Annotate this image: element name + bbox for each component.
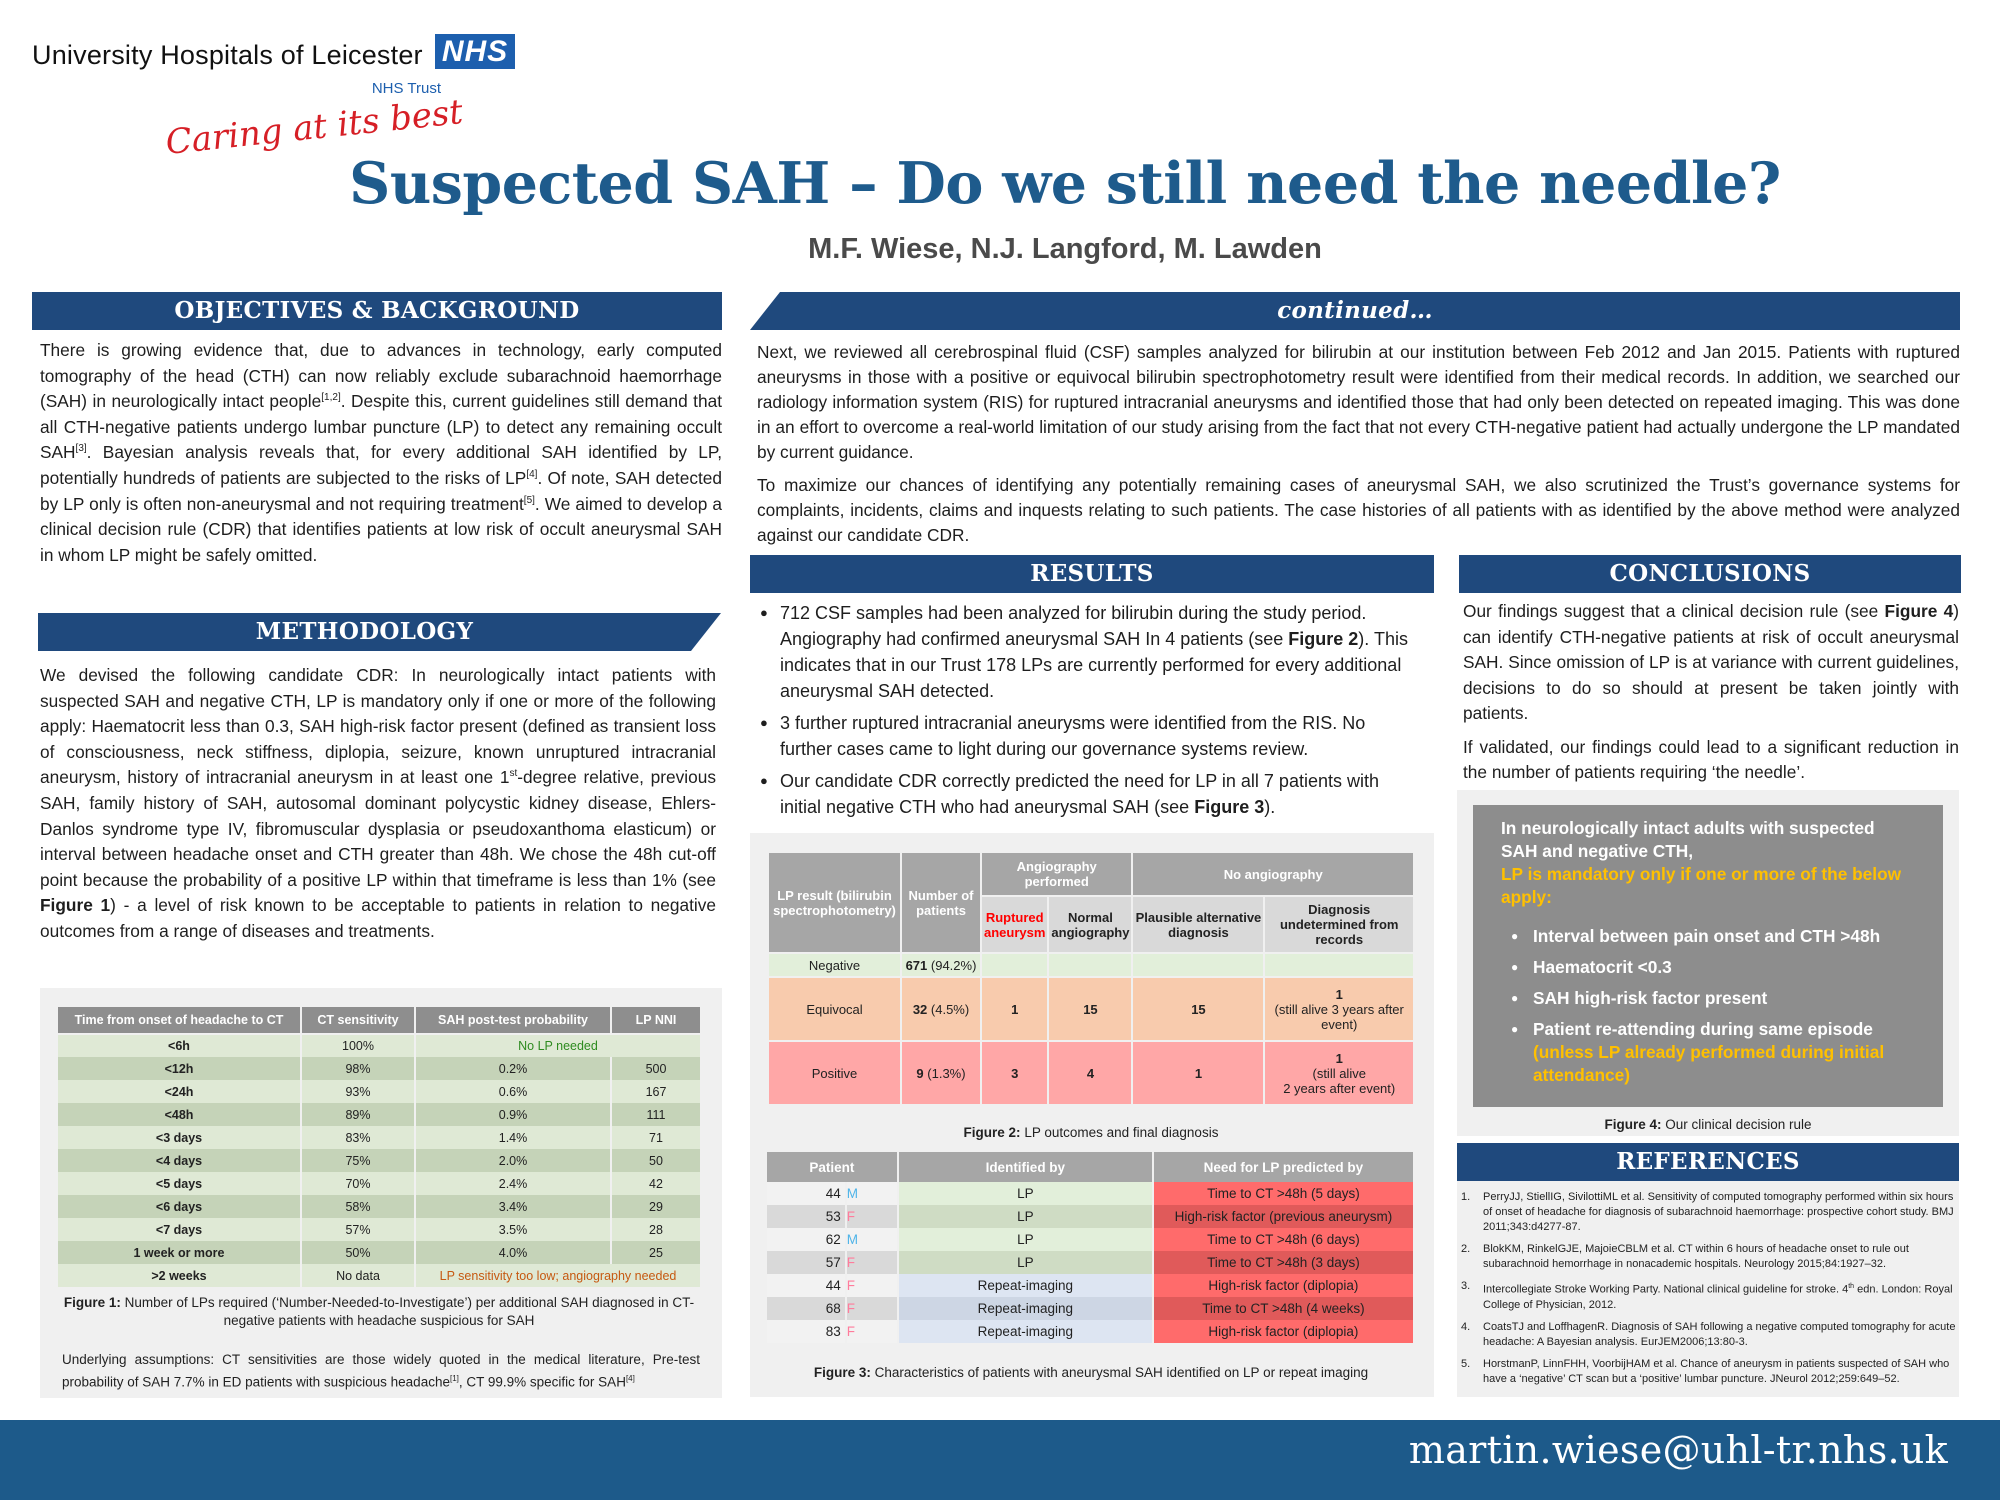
clinical-decision-rule-box: In neurologically intact adults with suspected SAH and negative CTH, LP is mandatory only if one or more of the below apply: ● Interval between pain onset and CTH >48h ● Haematocrit <0.3 ● SAH high-risk factor present ● Patient re-attending during same episode (unless LP already performed during initial attendance) [1473, 805, 1943, 1107]
table-header: Identified by [898, 1152, 1153, 1182]
list-item: ● 712 CSF samples had been analyzed for bilirubin during the study period. Angiography had confirmed aneurysmal SAH In 4 patients (see Figure 2). This indicates that in our Trust 178 LPs are currently performed for every additional aneurysmal SAH detected. [760, 600, 1414, 704]
table-row: 68 F Repeat-imaging Time to CT >48h (4 weeks) [767, 1297, 1414, 1320]
conclusions-text: Our findings suggest that a clinical decision rule (see Figure 4) can identify CTH-negative patients at risk of occult aneurysmal SAH. Since omission of LP is at variance with current guidelines, decisions to do so should at present be taken jointly with patients. If validated, our findings could lead to a significant reduction in the number of patients requiring ‘the needle’. [1463, 601, 1960, 782]
table-row: <7 days 57% 3.5% 28 [57, 1218, 701, 1241]
table-header: Plausible alternative diagnosis [1132, 896, 1264, 953]
figure3-caption: Figure 3: Characteristics of patients with aneurysmal SAH identified on LP or repeat imaging [813, 1365, 1369, 1380]
table-row: 83 F Repeat-imaging High-risk factor (diplopia) [767, 1320, 1414, 1343]
table-header: SAH post-test probability [415, 1006, 611, 1034]
figure2-caption: Figure 2: LP outcomes and final diagnosis [963, 1125, 1219, 1140]
list-item: ● Patient re-attending during same episode (unless LP already performed during initial attendance) [1511, 1018, 1915, 1087]
list-item: 3. Intercollegiate Stroke Working Party. National clinical guideline for stroke. 4th edn. London: Royal College of Physician, 2012. [1461, 1280, 1953, 1311]
table-row: 57 F LP Time to CT >48h (3 days) [767, 1251, 1414, 1274]
table-row: <48h 89% 0.9% 111 [57, 1103, 701, 1126]
table-row: Equivocal 32 (4.5%) 1 15 15 1 (still alive 3 years after event) [768, 977, 1414, 1041]
table-row: <5 days 70% 2.4% 42 [57, 1172, 701, 1195]
references-list [1461, 1190, 1961, 1394]
figure3-table [767, 1152, 1415, 1343]
table-row: <4 days 75% 2.0% 50 [57, 1149, 701, 1172]
table-row: 53 F LP High-risk factor (previous aneurysm) [767, 1205, 1414, 1228]
list-item: ● Our candidate CDR correctly predicted the need for LP in all 7 patients with initial negative CTH who had aneurysmal SAH (see Figure 3). [760, 768, 1414, 820]
nhs-trust-label: NHS Trust [371, 80, 441, 97]
cdr-criteria [1501, 925, 1915, 1087]
table-header: Diagnosis undetermined from records [1264, 896, 1414, 953]
list-item: 5. HorstmanP, LinnFHH, VoorbijHAM et al. Chance of aneurysm in patients suspected of SAH who have a ‘negative’ CT scan but a ‘positive’ lumbar puncture. JNeurol 2012;259:649–52. [1461, 1357, 1950, 1385]
table-row: 44 F Repeat-imaging High-risk factor (diplopia) [767, 1274, 1414, 1297]
figure1-assumptions: Underlying assumptions: CT sensitivities are those widely quoted in the medical literature, Pre-test probability of SAH 7.7% in ED patients with suspicious headache[1], CT 99.9% specific for SAH[4] [62, 1352, 700, 1390]
figure1-table [56, 1005, 702, 1287]
list-item: ● 3 further ruptured intracranial aneurysms were identified from the RIS. No further cases came to light during our governance systems review. [760, 710, 1414, 762]
figure1-caption: Figure 1: Number of LPs required (‘Number-Needed-to-Investigate’) per additional SAH diagnosed in CT-negative patients with headache suspicious for SAH [63, 1295, 695, 1328]
table-row: <6 days 58% 3.4% 29 [57, 1195, 701, 1218]
table-row: <24h 93% 0.6% 167 [57, 1080, 701, 1103]
results-header: RESULTS [750, 555, 1434, 593]
poster-authors: M.F. Wiese, N.J. Langford, M. Lawden [808, 233, 1322, 265]
table-header: Need for LP predicted by [1153, 1152, 1414, 1182]
list-item: ● Interval between pain onset and CTH >48h [1511, 925, 1915, 948]
table-header: LP result (bilirubin spectrophotometry) [768, 852, 901, 953]
table-header: Time from onset of headache to CT [57, 1006, 301, 1034]
references-header: REFERENCES [1457, 1143, 1959, 1181]
continued-header: continued… [1277, 297, 1433, 324]
table-row: <12h 98% 0.2% 500 [57, 1057, 701, 1080]
table-header: Ruptured aneurysm [981, 896, 1048, 953]
table-row: <6h 100% No LP needed [57, 1034, 701, 1057]
list-item: ● SAH high-risk factor present [1511, 987, 1915, 1010]
table-row: 44 M LP Time to CT >48h (5 days) [767, 1182, 1414, 1205]
table-header: No angiography [1132, 852, 1414, 896]
contact-email[interactable]: martin.wiese@uhl-tr.nhs.uk [1408, 1428, 1948, 1472]
methodology-text: We devised the following candidate CDR: In neurologically intact patients with suspected SAH and negative CTH, LP is mandatory only if one or more of the following apply: Haematocrit less than 0.3, SAH high-risk factor present (defined as transient loss of consciousness, neck stiffness, diplopia, seizure, known unruptured intracranial aneurysm, history of intracranial aneurysm in at least one 1st-degree relative, previous SAH, family history of SAH, autosomal dominant polycystic kidney disease, Ehlers-Danlos syndrome type IV, fibromuscular dysplasia or pseudoxanthoma elasticum) or interval between headache onset and CTH greater than 48h. We chose the 48h cut-off point because the probability of a positive LP within that timeframe is less than 1% (see Figure 1) - a level of risk known to be acceptable to patients in relation to negative outcomes from a range of diseases and treatments. [40, 665, 717, 941]
table-row: 1 week or more 50% 4.0% 25 [57, 1241, 701, 1264]
list-item: ● Haematocrit <0.3 [1511, 956, 1915, 979]
poster-title: Suspected SAH – Do we still need the needle? [349, 150, 1781, 217]
list-item: 2. BlokKM, RinkelGJE, MajoieCBLM et al. CT within 6 hours of headache onset to rule out subarachnoid hemorrhage in nonacademic hospitals. Neurology 2015;84:1927–32. [1461, 1243, 1909, 1270]
table-row: 62 M LP Time to CT >48h (6 days) [767, 1228, 1414, 1251]
nhs-logo: NHS [435, 34, 515, 69]
table-row: <3 days 83% 1.4% 71 [57, 1126, 701, 1149]
table-row: Positive 9 (1.3%) 3 4 1 1 (still alive 2 years after event) [768, 1041, 1414, 1105]
slogan: Caring at its best [163, 92, 465, 163]
table-row: Negative 671 (94.2%) [768, 953, 1414, 977]
table-header: Number of patients [901, 852, 981, 953]
results-list [760, 600, 1414, 826]
table-header: Normal angiography [1048, 896, 1132, 953]
figure2-table [767, 851, 1415, 1106]
list-item: 4. CoatsTJ and LoffhagenR. Diagnosis of SAH following a negative computed tomography for acute headache: A Bayesian analysis. EurJEM2006;13:80-3. [1461, 1320, 1956, 1348]
table-header: Patient [767, 1152, 898, 1182]
conclusions-header: CONCLUSIONS [1459, 555, 1961, 593]
methodology-header: METHODOLOGY [255, 618, 474, 645]
objectives-text: There is growing evidence that, due to advances in technology, early computed tomography of the head (CTH) can now reliably exclude subarachnoid haemorrhage (SAH) in neurologically intact people[1,2]. Despite this, current guidelines still demand that all CTH-negative patients undergo lumbar puncture (LP) to detect any remaining occult SAH[3]. Bayesian analysis reveals that, for every additional SAH identified by LP, potentially hundreds of patients are subjected to the risks of LP[4]. Of note, SAH detected by LP only is often non-aneurysmal and not requiring treatment[5]. We aimed to develop a clinical decision rule (CDR) that identifies patients at low risk of occult aneurysmal SAH in whom LP might be safely omitted. [40, 340, 723, 565]
figure4-caption: Figure 4: Our clinical decision rule [1604, 1117, 1812, 1132]
list-item: 1. PerryJJ, StiellIG, SivilottiML et al. Sensitivity of computed tomography performed within six hours of onset of headache for diagnosis of subarachnoid haemorrhage: prospective cohort study. BMJ 2011;343:d4277-87. [1461, 1191, 1954, 1233]
org-name: University Hospitals of Leicester [32, 40, 423, 70]
table-header: CT sensitivity [301, 1006, 415, 1034]
objectives-header: OBJECTIVES & BACKGROUND [32, 292, 722, 330]
continued-text: Next, we reviewed all cerebrospinal fluid (CSF) samples analyzed for bilirubin at our institution between Feb 2012 and Jan 2015. Patients with ruptured aneurysms in those with a positive or equivocal bilirubin spectrophotometry result were identified from their medical records. In addition, we searched our radiology information system (RIS) for ruptured intracranial aneurysms and identified those that had only been detected on repeated imaging. This was done in an effort to overcome a real-world limitation of our study arising from the fact that not every CTH-negative patient had actually undergone the LP mandated by current guidance. To maximize our chances of identifying any potentially remaining cases of aneurysmal SAH, we also scrutinized the Trust’s governance systems for complaints, incidents, claims and inquests relating to such patients. The case histories of all patients with as identified by the above method were analyzed against our candidate CDR. [757, 342, 1960, 545]
table-header: LP NNI [611, 1006, 701, 1034]
table-row: >2 weeks No data LP sensitivity too low; angiography needed [57, 1264, 701, 1287]
table-header: Angiography performed [981, 852, 1132, 896]
